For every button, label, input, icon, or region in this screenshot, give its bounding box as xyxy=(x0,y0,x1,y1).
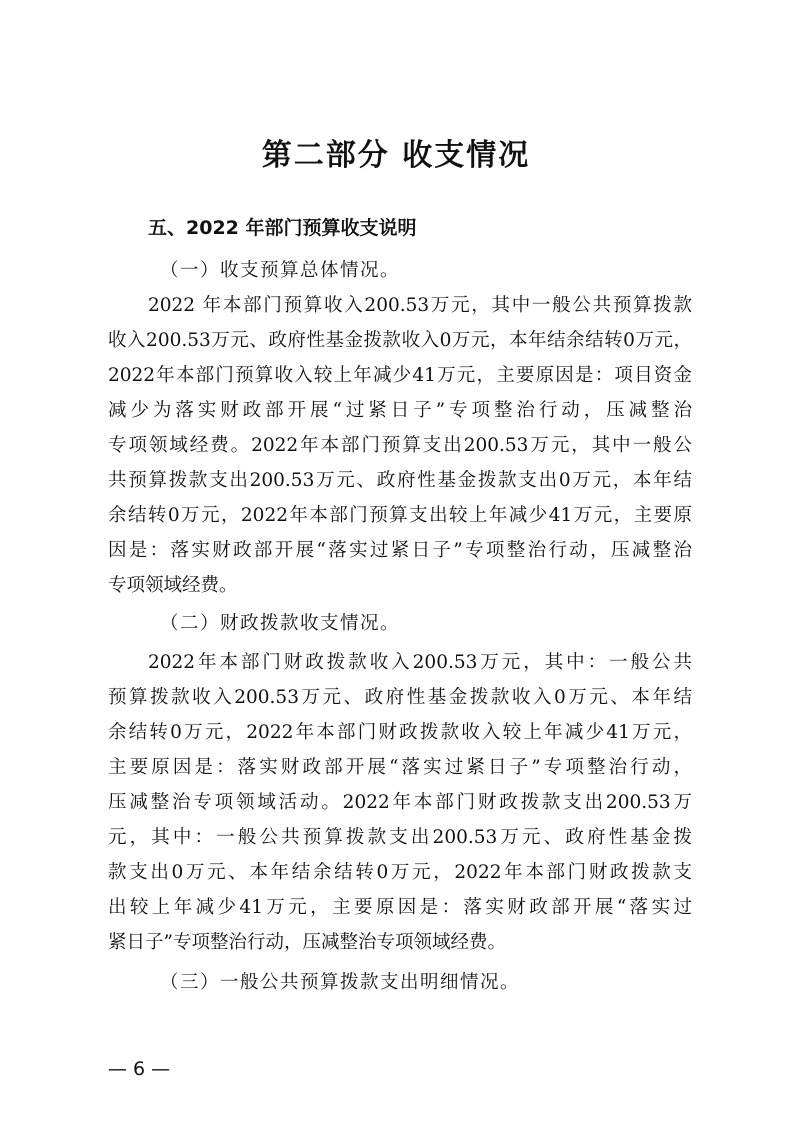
paragraph-1-line: 共预算拨款支出200.53万元、政府性基金拨款支出0万元，本年结 xyxy=(108,470,692,491)
subsection-1-heading: （一）收支预算总体情况。 xyxy=(160,260,401,281)
paragraph-1-line: 减少为落实财政部开展“过紧日子”专项整治行动，压减整治 xyxy=(108,400,692,421)
page-number: — 6 — xyxy=(108,1058,171,1080)
page-title: 第二部分 收支情况 xyxy=(261,138,531,173)
paragraph-2-line: 2022年本部门财政拨款收入200.53万元，其中：一般公共 xyxy=(148,652,692,673)
paragraph-2-line: 压减整治专项领域活动。2022年本部门财政拨款支出200.53万 xyxy=(108,792,692,813)
paragraph-1-line: 专项领域经费。 xyxy=(108,575,238,596)
paragraph-1-line: 因是：落实财政部开展“落实过紧日子”专项整治行动，压减整治 xyxy=(108,540,692,561)
paragraph-2-line: 主要原因是：落实财政部开展“落实过紧日子”专项整治行动， xyxy=(108,757,692,778)
paragraph-2-line: 预算拨款收入200.53万元、政府性基金拨款收入0万元、本年结 xyxy=(108,687,692,708)
section-heading: 五、2022 年部门预算收支说明 xyxy=(148,217,417,239)
subsection-3-heading: （三）一般公共预算拨款支出明细情况。 xyxy=(160,972,521,993)
paragraph-2-line: 余结转0万元，2022年本部门财政拨款收入较上年减少41万元， xyxy=(108,722,692,743)
paragraph-2-line: 款支出0万元、本年结余结转0万元，2022年本部门财政拨款支 xyxy=(108,862,692,883)
subsection-2-heading: （二）财政拨款收支情况。 xyxy=(160,613,401,634)
paragraph-1-line: 2022年本部门预算收入较上年减少41万元，主要原因是：项目资金 xyxy=(108,365,692,386)
paragraph-1-line: 余结转0万元，2022年本部门预算支出较上年减少41万元，主要原 xyxy=(108,505,692,526)
paragraph-1-line: 收入200.53万元、政府性基金拨款收入0万元，本年结余结转0万元， xyxy=(108,330,692,351)
paragraph-1-line: 专项领域经费。2022年本部门预算支出200.53万元，其中一般公 xyxy=(108,435,692,456)
paragraph-1-line: 2022 年本部门预算收入200.53万元，其中一般公共预算拨款 xyxy=(148,295,692,316)
paragraph-2-line: 紧日子”专项整治行动，压减整治专项领域经费。 xyxy=(108,932,506,953)
paragraph-2-line: 元，其中：一般公共预算拨款支出200.53万元、政府性基金拨 xyxy=(108,827,692,848)
paragraph-2-line: 出较上年减少41万元，主要原因是：落实财政部开展“落实过 xyxy=(108,897,692,918)
